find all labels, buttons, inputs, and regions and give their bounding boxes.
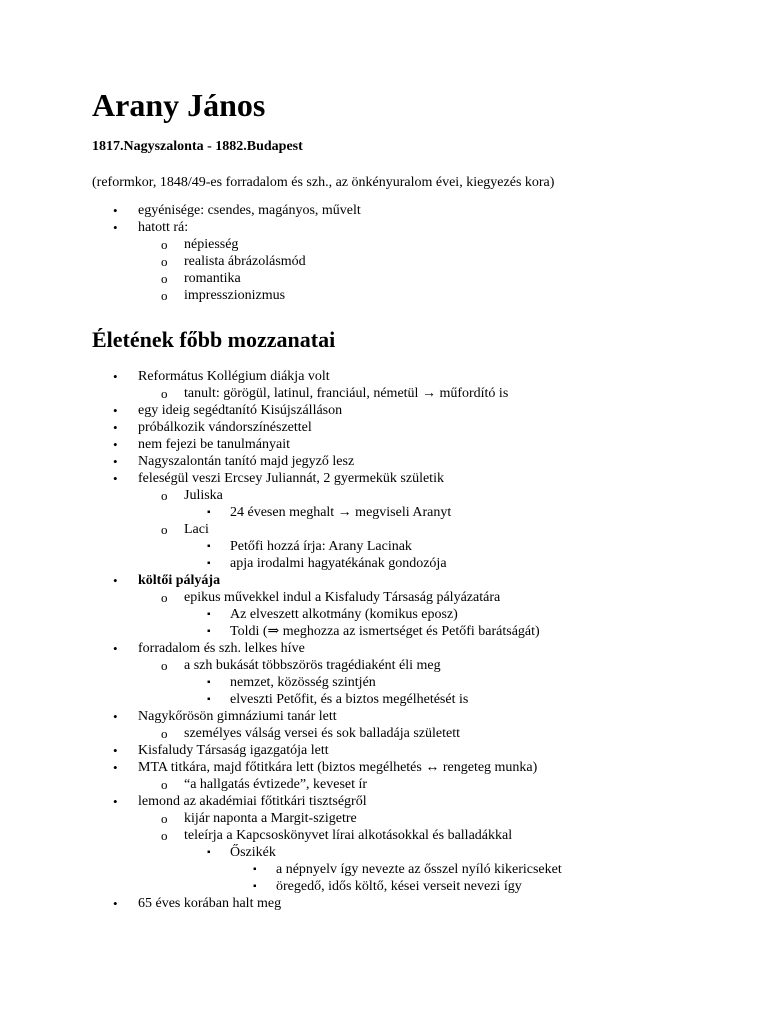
list-item-text: öregedő, idős költő, kései verseit nevezi így: [276, 879, 522, 894]
list-item-text: Laci: [184, 522, 209, 537]
list-item-text: 65 éves korában halt meg: [138, 896, 282, 911]
list-item: [184, 606, 712, 623]
list-item: [184, 674, 712, 691]
list-item-text: teleírja a Kapcsoskönyvet lírai alkotásokkal és balladákkal: [184, 828, 513, 843]
nested-list: [138, 236, 712, 304]
nested-list: [184, 844, 712, 895]
list-item: [138, 385, 712, 402]
list-item: [92, 895, 712, 912]
bullet-marker-icon: o: [161, 237, 168, 252]
bullet-marker-icon: •: [113, 454, 118, 469]
list-item-text: MTA titkára, majd főtitkára lett (biztos megélhetés ↔ rengeteg munka): [138, 760, 538, 775]
list-item-text: impresszionizmus: [184, 288, 286, 303]
list-item: [138, 589, 712, 640]
list-item-text: “a hallgatás évtizede”, keveset ír: [184, 777, 368, 792]
list-item: [92, 572, 712, 640]
list-item: [92, 202, 712, 219]
list-item-text: népiesség: [184, 237, 239, 252]
list-item: [184, 504, 712, 521]
nested-list: [184, 674, 712, 708]
bullet-marker-icon: o: [161, 288, 168, 303]
list-item: [92, 708, 712, 742]
list-item-text: Nagykőrösön gimnáziumi tanár lett: [138, 709, 337, 724]
list-item: [138, 827, 712, 895]
nested-list: [138, 487, 712, 572]
nested-list: [184, 538, 712, 572]
list-item: [92, 219, 712, 304]
bullet-marker-icon: •: [113, 794, 118, 809]
nested-list: [138, 657, 712, 708]
list-item: [138, 270, 712, 287]
list-item: [92, 368, 712, 402]
list-item: [92, 793, 712, 895]
bullet-marker-icon: ▪: [207, 626, 211, 637]
list-item-text: lemond az akadémiai főtitkári tisztségről: [138, 794, 367, 809]
list-item-text: nem fejezi be tanulmányait: [138, 437, 290, 452]
list-item-text: feleségül veszi Ercsey Juliannát, 2 gyermekük születik: [138, 471, 444, 486]
list-item: [184, 555, 712, 572]
list-item: [138, 810, 712, 827]
list-item: [92, 640, 712, 708]
nested-list: [138, 810, 712, 895]
nested-list: [138, 385, 712, 402]
list-item: [184, 844, 712, 895]
bullet-marker-icon: •: [113, 573, 118, 588]
list-item-text: kijár naponta a Margit-szigetre: [184, 811, 357, 826]
list-item-text: apja irodalmi hagyatékának gondozója: [230, 556, 447, 571]
bullet-marker-icon: •: [113, 369, 118, 384]
bullet-marker-icon: ▪: [253, 864, 257, 875]
list-item-text: hatott rá:: [138, 220, 189, 235]
bullet-marker-icon: ▪: [207, 507, 211, 518]
list-item: [184, 623, 712, 640]
list-item-text: Református Kollégium diákja volt: [138, 369, 330, 384]
list-item: [92, 470, 712, 572]
life-events-list: [92, 368, 712, 912]
bullet-marker-icon: •: [113, 220, 118, 235]
list-item: [138, 487, 712, 521]
bullet-marker-icon: o: [161, 811, 168, 826]
list-item-text: próbálkozik vándorszínészettel: [138, 420, 312, 435]
historical-context: (reformkor, 1848/49-es forradalom és szh., az önkényuralom évei, kiegyezés kora): [92, 175, 555, 190]
list-item-text: egy ideig segédtanító Kisújszálláson: [138, 403, 343, 418]
list-item-text: Juliska: [184, 488, 223, 503]
list-item: [92, 436, 712, 453]
page-title: Arany János: [92, 87, 266, 123]
list-item-text: Toldi (⇒ meghozza az ismertséget és Petőfi barátságát): [230, 624, 540, 639]
list-item: [92, 742, 712, 759]
list-item-text: költői pályája: [138, 573, 221, 588]
list-item-text: romantika: [184, 271, 241, 286]
list-item: [138, 521, 712, 572]
list-item-text: nemzet, közösség szintjén: [230, 675, 376, 690]
list-item-text: a szh bukását többszörös tragédiaként éli meg: [184, 658, 441, 673]
bullet-marker-icon: o: [161, 658, 168, 673]
bullet-marker-icon: •: [113, 709, 118, 724]
list-item-text: 24 évesen meghalt → megviseli Aranyt: [230, 505, 452, 520]
list-item: [184, 538, 712, 555]
bullet-marker-icon: ▪: [207, 541, 211, 552]
list-item-text: Kisfaludy Társaság igazgatója lett: [138, 743, 329, 758]
list-item-text: epikus művekkel indul a Kisfaludy Társaság pályázatára: [184, 590, 501, 605]
list-item-text: forradalom és szh. lelkes híve: [138, 641, 305, 656]
list-item: [138, 287, 712, 304]
nested-list: [138, 589, 712, 640]
list-item-text: tanult: görögül, latinul, franciául, németül → műfordító is: [184, 386, 509, 401]
bullet-marker-icon: ▪: [207, 847, 211, 858]
list-item: [230, 878, 712, 895]
list-item-text: elveszti Petőfit, és a biztos megélhetését is: [230, 692, 469, 707]
nested-list: [138, 725, 712, 742]
nested-list: [184, 606, 712, 640]
list-item: [138, 236, 712, 253]
bullet-marker-icon: •: [113, 760, 118, 775]
list-item-text: Petőfi hozzá írja: Arany Lacinak: [230, 539, 412, 554]
bullet-marker-icon: o: [161, 386, 168, 401]
bullet-marker-icon: •: [113, 420, 118, 435]
bullet-marker-icon: •: [113, 471, 118, 486]
nested-list: [230, 861, 712, 895]
bullet-marker-icon: •: [113, 403, 118, 418]
list-item: [138, 253, 712, 270]
bullet-marker-icon: o: [161, 254, 168, 269]
list-item-text: Őszikék: [230, 845, 276, 860]
list-item: [92, 419, 712, 436]
list-item-text: egyénisége: csendes, magányos, művelt: [138, 203, 361, 218]
birth-death-dates: 1817.Nagyszalonta - 1882.Budapest: [92, 139, 303, 154]
nested-list: [138, 776, 712, 793]
bullet-marker-icon: •: [113, 203, 118, 218]
bullet-marker-icon: ▪: [207, 677, 211, 688]
bullet-marker-icon: o: [161, 522, 168, 537]
section-heading: Életének főbb mozzanatai: [92, 327, 336, 352]
bullet-marker-icon: o: [161, 726, 168, 741]
list-item-text: Nagyszalontán tanító majd jegyző lesz: [138, 454, 355, 469]
intro-list: [92, 202, 712, 304]
bullet-marker-icon: •: [113, 437, 118, 452]
list-item-text: Az elveszett alkotmány (komikus eposz): [230, 607, 458, 622]
list-item: [138, 776, 712, 793]
bullet-marker-icon: •: [113, 641, 118, 656]
bullet-marker-icon: o: [161, 590, 168, 605]
bullet-marker-icon: o: [161, 828, 168, 843]
list-item: [92, 759, 712, 793]
list-item: [92, 453, 712, 470]
bullet-marker-icon: ▪: [253, 881, 257, 892]
bullet-marker-icon: •: [113, 896, 118, 911]
bullet-marker-icon: ▪: [207, 558, 211, 569]
list-item: [230, 861, 712, 878]
nested-list: [184, 504, 712, 521]
bullet-marker-icon: o: [161, 488, 168, 503]
list-item-text: a népnyelv így nevezte az ősszel nyíló kikericseket: [276, 862, 562, 877]
document-page: [92, 86, 712, 912]
list-item: [92, 402, 712, 419]
bullet-marker-icon: ▪: [207, 609, 211, 620]
bullet-marker-icon: ▪: [207, 694, 211, 705]
list-item: [184, 691, 712, 708]
list-item: [138, 725, 712, 742]
bullet-marker-icon: o: [161, 271, 168, 286]
list-item: [138, 657, 712, 708]
list-item-text: személyes válság versei és sok balladája született: [184, 726, 461, 741]
bullet-marker-icon: •: [113, 743, 118, 758]
list-item-text: realista ábrázolásmód: [184, 254, 306, 269]
bullet-marker-icon: o: [161, 777, 168, 792]
